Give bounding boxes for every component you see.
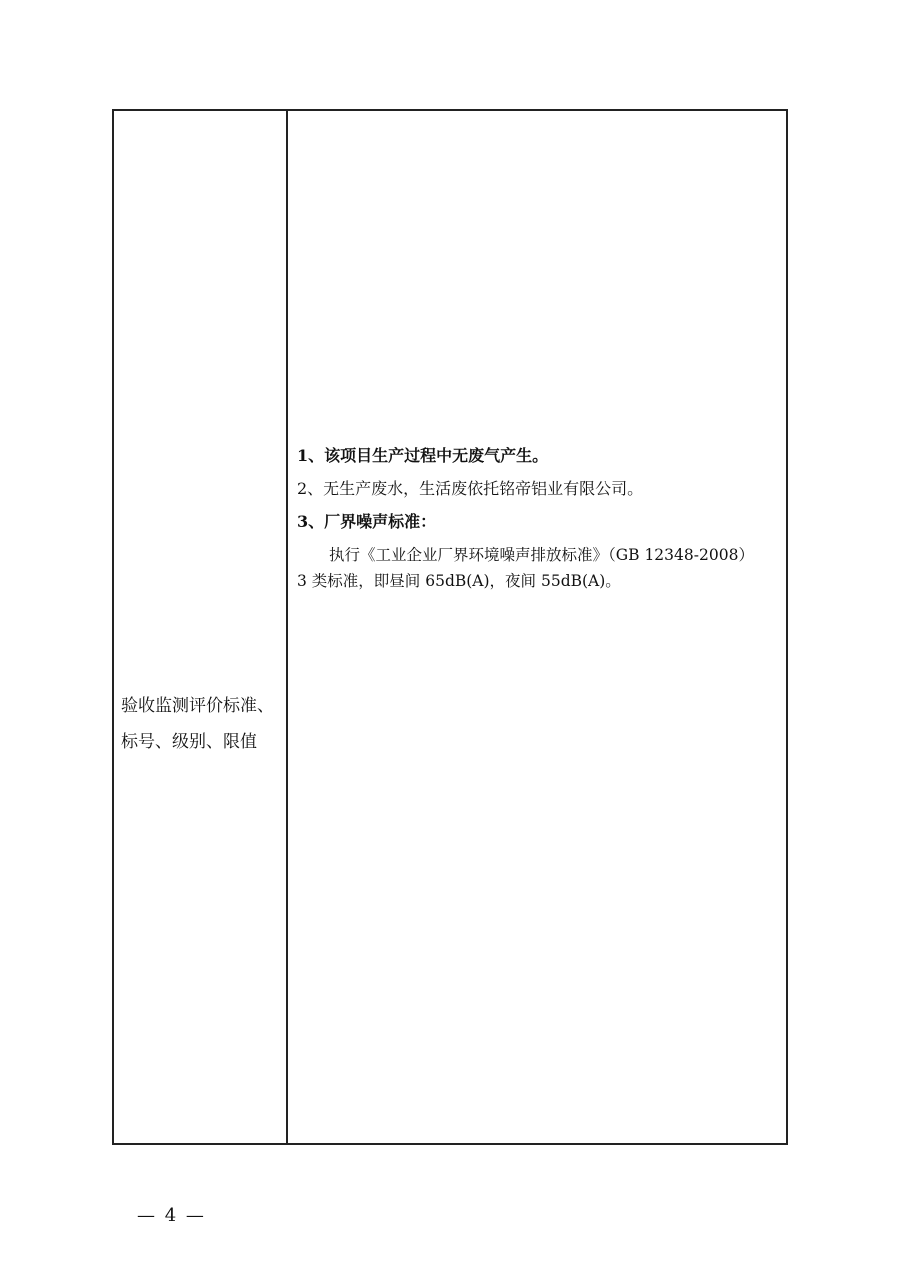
- page-number: — 4 —: [137, 1205, 206, 1226]
- row-label: [121, 688, 287, 760]
- item-exhaust-gas: 1、该项目生产过程中无废气产生。: [297, 446, 549, 465]
- noise-standard-line-2: 3 类标准，即昼间 65dB(A)，夜间 55dB(A)。: [297, 572, 621, 590]
- content-body: [297, 439, 787, 594]
- standards-table: [112, 109, 788, 1145]
- noise-standard-paragraph: [297, 542, 787, 594]
- noise-standard-line-1-text: 执行《工业企业厂界环境噪声排放标准》（GB 12348-2008）: [329, 546, 754, 564]
- row-label-cell: [114, 111, 288, 1143]
- row-label-line-1: 验收监测评价标准、: [121, 696, 274, 716]
- item-noise-heading: 3、厂界噪声标准：: [297, 512, 437, 531]
- row-label-line-2: 标号、级别、限值: [121, 732, 257, 752]
- item-wastewater: 2、无生产废水，生活废依托铭帝铝业有限公司。: [297, 479, 644, 498]
- content-cell: [288, 111, 786, 1143]
- noise-standard-line-1: [297, 542, 787, 568]
